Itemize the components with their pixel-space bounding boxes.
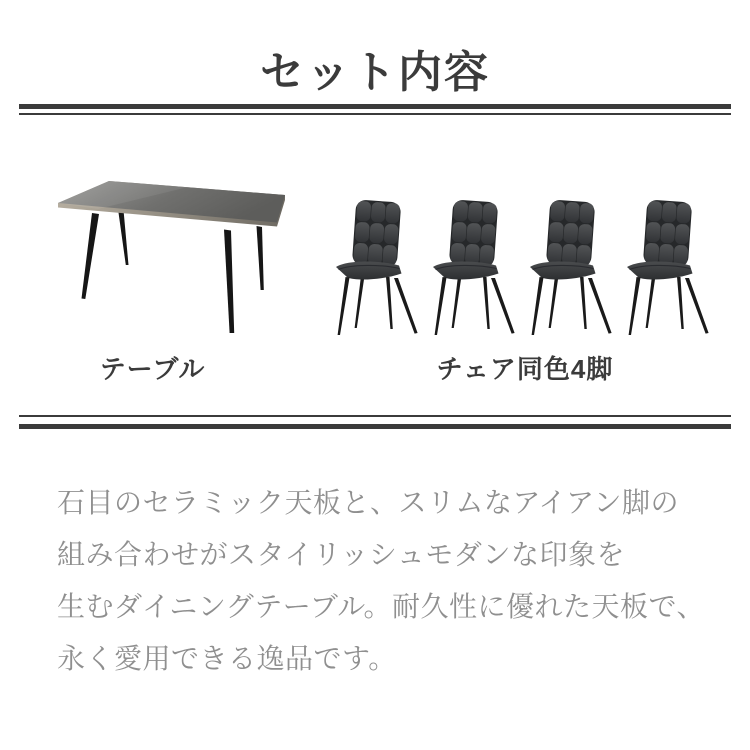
divider-bottom-thin bbox=[19, 415, 731, 417]
dining-table-image bbox=[38, 176, 310, 338]
section-title: セット内容 bbox=[260, 48, 490, 97]
product-description bbox=[57, 477, 705, 685]
description-line: 永く愛用できる逸品です。 bbox=[57, 643, 397, 674]
chairs-label: チェア同色4脚 bbox=[436, 354, 614, 384]
description-line: 組み合わせがスタイリッシュモダンな印象を bbox=[57, 539, 626, 570]
chair-image bbox=[621, 199, 713, 339]
description-line: 石目のセラミック天板と、スリムなアイアン脚の bbox=[57, 487, 679, 518]
chair-image bbox=[330, 199, 422, 339]
description-line: 生むダイニングテーブル。耐久性に優れた天板で、 bbox=[57, 591, 705, 622]
table-label: テーブル bbox=[99, 354, 206, 384]
chair-image bbox=[524, 199, 616, 339]
divider-bottom-thick bbox=[19, 424, 731, 429]
chair-image bbox=[427, 199, 519, 339]
